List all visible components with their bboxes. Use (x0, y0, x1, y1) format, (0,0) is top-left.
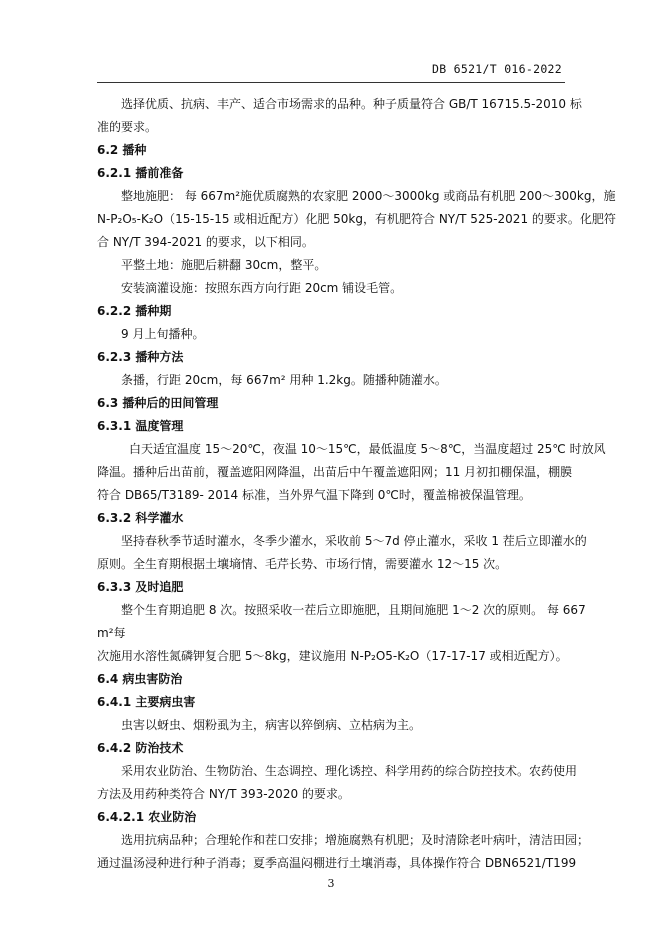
subsection-heading: 6.2.2 播种期 (97, 304, 172, 318)
paragraph-line: 原则。全生育期根据土壤墒情、毛芹长势、市场行情，需要灌水 12～15 次。 (97, 557, 508, 571)
paragraph-line: 选用抗病品种；合理轮作和茬口安排；增施腐熟有机肥；及时清除老叶病叶，清洁田园； (121, 833, 590, 847)
paragraph-line: 整个生育期追肥 8 次。按照采收一茬后立即施肥，且期间施肥 1～2 次的原则。 每 667 (121, 603, 586, 617)
paragraph-line: 条播，行距 20cm，每 667m² 用种 1.2kg。随播种随灌水。 (121, 373, 447, 387)
header-divider (97, 82, 565, 83)
subsection-heading: 6.4.1 主要病虫害 (97, 695, 196, 709)
paragraph-line: 白天适宜温度 15～20℃，夜温 10～15℃，最低温度 5～8℃，当温度超过 25℃ 时放风 (129, 442, 606, 456)
paragraph-line: 符合 DB65/T3189- 2014 标准，当外界气温下降到 0℃时，覆盖棉被保温管理。 (97, 488, 531, 502)
document-code: DB 6521/T 016-2022 (431, 62, 562, 76)
section-heading: 6.2 播种 (97, 143, 147, 157)
paragraph-line: 合 NY/T 394-2021 的要求，以下相同。 (97, 235, 314, 249)
paragraph-line: 虫害以蚜虫、烟粉虱为主，病害以猝倒病、立枯病为主。 (121, 718, 422, 732)
section-heading: 6.4 病虫害防治 (97, 672, 183, 686)
paragraph-line: 坚持春秋季节适时灌水，冬季少灌水，采收前 5～7d 停止灌水，采收 1 茬后立即灌水的 (121, 534, 587, 548)
subsection-heading: 6.3.1 温度管理 (97, 419, 184, 433)
paragraph-line: 准的要求。 (97, 120, 158, 134)
subsection-heading: 6.3.3 及时追肥 (97, 580, 184, 594)
subsection-heading: 6.2.1 播前准备 (97, 166, 184, 180)
subsection-heading: 6.2.3 播种方法 (97, 350, 184, 364)
paragraph-line: 降温。播种后出苗前，覆盖遮阳网降温，出苗后中午覆盖遮阳网；11 月初扣棚保温，棚膜 (97, 465, 573, 479)
section-heading: 6.3 播种后的田间管理 (97, 396, 219, 410)
paragraph-line: 整地施肥： 每 667m²施优质腐熟的农家肥 2000～3000kg 或商品有机肥 200～300kg，施 (121, 189, 616, 203)
paragraph-line: 9 月上旬播种。 (121, 327, 205, 341)
subsection-heading: 6.4.2.1 农业防治 (97, 810, 197, 824)
paragraph-line: 通过温汤浸种进行种子消毒；夏季高温闷棚进行土壤消毒，具体操作符合 DBN6521/T199 (97, 856, 577, 870)
paragraph-line: 安装滴灌设施：按照东西方向行距 20cm 铺设毛管。 (121, 281, 403, 295)
subsection-heading: 6.4.2 防治技术 (97, 741, 184, 755)
paragraph-line: 次施用水溶性氮磷钾复合肥 5～8kg，建议施用 N-P₂O5-K₂O（17-17-17 或相近配方）。 (97, 649, 568, 663)
subsection-heading: 6.3.2 科学灌水 (97, 511, 184, 525)
paragraph-line: 采用农业防治、生物防治、生态调控、理化诱控、科学用药的综合防控技术。农药使用 (121, 764, 578, 778)
paragraph-line: 方法及用药种类符合 NY/T 393-2020 的要求。 (97, 787, 350, 801)
paragraph-line: 平整土地：施肥后耕翻 30cm，整平。 (121, 258, 327, 272)
paragraph-line: m²每 (97, 626, 126, 640)
paragraph-line: 选择优质、抗病、丰产、适合市场需求的品种。种子质量符合 GB/T 16715.5-2010 标 (121, 97, 582, 111)
page-number: 3 (327, 877, 335, 890)
paragraph-line: N-P₂O₅-K₂O（15-15-15 或相近配方）化肥 50kg，有机肥符合 NY/T 525-2021 的要求。化肥符 (97, 212, 616, 226)
